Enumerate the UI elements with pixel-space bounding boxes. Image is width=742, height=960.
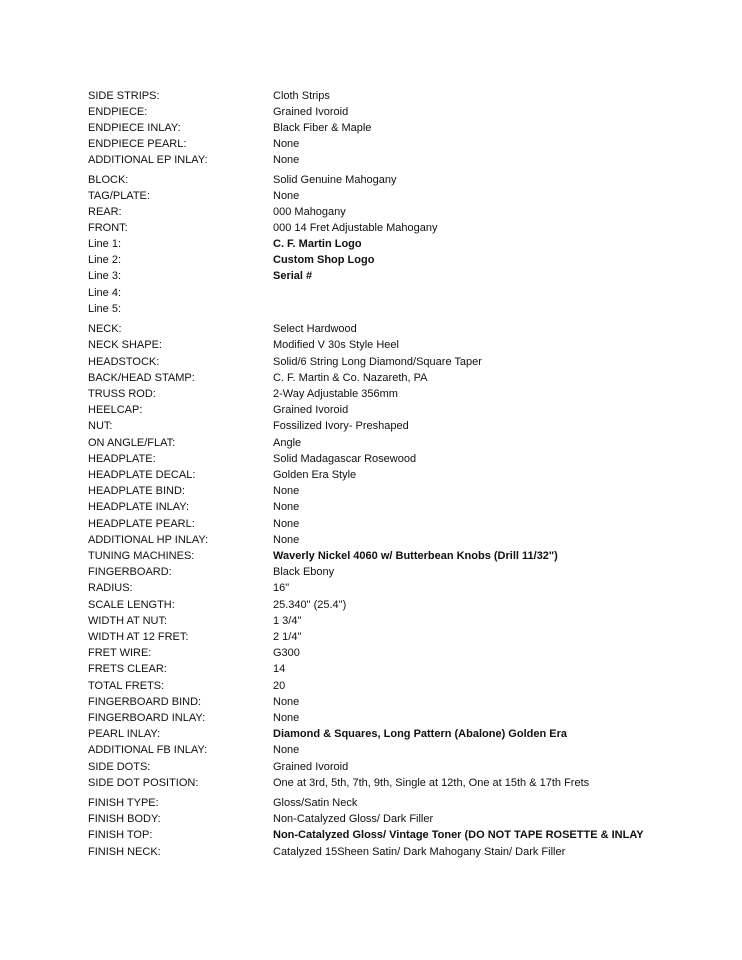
spec-row-rear — [0, 204, 742, 220]
spec-label: ADDITIONAL HP INLAY: — [88, 534, 209, 546]
spec-row-headplate — [0, 451, 742, 467]
spec-row-total-frets — [0, 678, 742, 694]
spec-row-block — [0, 172, 742, 188]
spec-value: 14 — [273, 663, 286, 675]
spec-label: NECK: — [88, 323, 122, 335]
spec-row-truss-rod — [0, 386, 742, 402]
spec-label: FINISH TOP: — [88, 829, 153, 841]
spec-row-line-5 — [0, 301, 742, 317]
spec-label: Line 1: — [88, 238, 122, 250]
spec-label: SIDE DOTS: — [88, 761, 151, 773]
spec-row-finish-body — [0, 811, 742, 827]
spec-row-on-angle-flat — [0, 435, 742, 451]
spec-label: Line 4: — [88, 287, 122, 299]
spec-row-width-at-12-fret — [0, 629, 742, 645]
spec-label: HEADPLATE BIND: — [88, 485, 185, 497]
spec-label: RADIUS: — [88, 582, 133, 594]
spec-value: Solid Genuine Mahogany — [273, 174, 397, 186]
spec-label: HEADPLATE DECAL: — [88, 469, 196, 481]
spec-row-additional-fb-inlay — [0, 742, 742, 758]
spec-label: HEADPLATE PEARL: — [88, 518, 195, 530]
spec-row-fingerboard — [0, 564, 742, 580]
spec-value: 20 — [273, 680, 286, 692]
spec-value: Custom Shop Logo — [273, 254, 375, 266]
spec-row-endpiece — [0, 104, 742, 120]
spec-value: C. F. Martin & Co. Nazareth, PA — [273, 372, 428, 384]
spec-label: Line 2: — [88, 254, 122, 266]
spec-row-side-dots — [0, 759, 742, 775]
spec-label: FINISH NECK: — [88, 846, 161, 858]
spec-value: Black Ebony — [273, 566, 335, 578]
spec-label: FINISH TYPE: — [88, 797, 159, 809]
spec-value: None — [273, 696, 300, 708]
spec-value: Grained Ivoroid — [273, 404, 349, 416]
spec-value: Waverly Nickel 4060 w/ Butterbean Knobs (Drill 11/32") — [273, 550, 558, 562]
spec-row-finish-top — [0, 827, 742, 843]
spec-row-line-1 — [0, 236, 742, 252]
spec-label: WIDTH AT NUT: — [88, 615, 168, 627]
spec-value: Golden Era Style — [273, 469, 357, 481]
spec-row-line-2 — [0, 252, 742, 268]
spec-value: 2-Way Adjustable 356mm — [273, 388, 398, 400]
spec-row-tag-plate — [0, 188, 742, 204]
spec-value: 25.340" (25.4") — [273, 599, 347, 611]
spec-value: Modified V 30s Style Heel — [273, 339, 399, 351]
spec-row-pearl-inlay — [0, 726, 742, 742]
spec-label: NUT: — [88, 420, 113, 432]
spec-row-side-strips — [0, 88, 742, 104]
spec-row-headplate-pearl — [0, 516, 742, 532]
spec-value: Black Fiber & Maple — [273, 122, 372, 134]
spec-value: Grained Ivoroid — [273, 106, 349, 118]
spec-value: Catalyzed 15Sheen Satin/ Dark Mahogany Stain/ Dark Filler — [273, 846, 566, 858]
spec-row-endpiece-pearl — [0, 136, 742, 152]
spec-row-neck — [0, 321, 742, 337]
spec-label: BLOCK: — [88, 174, 129, 186]
spec-value: 2 1/4" — [273, 631, 302, 643]
spec-label: TOTAL FRETS: — [88, 680, 165, 692]
spec-value: Angle — [273, 437, 302, 449]
spec-row-tuning-machines — [0, 548, 742, 564]
spec-row-headplate-decal — [0, 467, 742, 483]
spec-value: None — [273, 485, 300, 497]
spec-row-endpiece-inlay — [0, 120, 742, 136]
spec-label: REAR: — [88, 206, 122, 218]
spec-value: C. F. Martin Logo — [273, 238, 362, 250]
spec-label: Line 5: — [88, 303, 122, 315]
spec-value: Solid Madagascar Rosewood — [273, 453, 417, 465]
spec-row-line-4 — [0, 285, 742, 301]
spec-row-headstock — [0, 354, 742, 370]
spec-value: Non-Catalyzed Gloss/ Vintage Toner (DO NOT TAPE ROSETTE & INLAY — [273, 829, 644, 841]
spec-label: ADDITIONAL FB INLAY: — [88, 744, 208, 756]
spec-label: HEELCAP: — [88, 404, 143, 416]
spec-label: FRETS CLEAR: — [88, 663, 167, 675]
spec-row-nut — [0, 418, 742, 434]
spec-label: SCALE LENGTH: — [88, 599, 175, 611]
spec-label: HEADSTOCK: — [88, 356, 160, 368]
spec-value: G300 — [273, 647, 300, 659]
spec-row-fingerboard-bind — [0, 694, 742, 710]
spec-label: TRUSS ROD: — [88, 388, 156, 400]
spec-value: None — [273, 138, 300, 150]
spec-value: 000 14 Fret Adjustable Mahogany — [273, 222, 438, 234]
spec-value: 16" — [273, 582, 290, 594]
spec-value: Fossilized Ivory- Preshaped — [273, 420, 409, 432]
spec-label: FRONT: — [88, 222, 128, 234]
spec-label: FINGERBOARD: — [88, 566, 172, 578]
spec-row-finish-type — [0, 795, 742, 811]
spec-label: HEADPLATE: — [88, 453, 156, 465]
spec-value: None — [273, 744, 300, 756]
spec-label: ON ANGLE/FLAT: — [88, 437, 176, 449]
spec-value: Diamond & Squares, Long Pattern (Abalone) Golden Era — [273, 728, 567, 740]
spec-label: WIDTH AT 12 FRET: — [88, 631, 189, 643]
spec-label: TAG/PLATE: — [88, 190, 150, 202]
spec-row-additional-ep-inlay — [0, 152, 742, 168]
spec-label: ENDPIECE INLAY: — [88, 122, 181, 134]
spec-row-finish-neck — [0, 844, 742, 860]
spec-label: FINGERBOARD BIND: — [88, 696, 202, 708]
spec-value: One at 3rd, 5th, 7th, 9th, Single at 12th, One at 15th & 17th Frets — [273, 777, 590, 789]
spec-label: Line 3: — [88, 270, 122, 282]
spec-value: Serial # — [273, 270, 313, 282]
spec-row-line-3 — [0, 268, 742, 284]
spec-value: Solid/6 String Long Diamond/Square Taper — [273, 356, 482, 368]
spec-label: HEADPLATE INLAY: — [88, 501, 190, 513]
spec-label: BACK/HEAD STAMP: — [88, 372, 195, 384]
spec-row-front — [0, 220, 742, 236]
spec-row-radius — [0, 580, 742, 596]
spec-label: PEARL INLAY: — [88, 728, 161, 740]
spec-value: Non-Catalyzed Gloss/ Dark Filler — [273, 813, 434, 825]
spec-label: SIDE DOT POSITION: — [88, 777, 199, 789]
spec-label: FINGERBOARD INLAY: — [88, 712, 206, 724]
spec-row-neck-shape — [0, 337, 742, 353]
spec-row-heelcap — [0, 402, 742, 418]
spec-value: None — [273, 501, 300, 513]
spec-label: ENDPIECE: — [88, 106, 148, 118]
spec-row-headplate-bind — [0, 483, 742, 499]
spec-row-fret-wire — [0, 645, 742, 661]
spec-value: None — [273, 712, 300, 724]
spec-value: None — [273, 518, 300, 530]
spec-value: Cloth Strips — [273, 90, 330, 102]
spec-value: None — [273, 534, 300, 546]
spec-row-scale-length — [0, 597, 742, 613]
spec-label: ENDPIECE PEARL: — [88, 138, 187, 150]
spec-row-back-head-stamp — [0, 370, 742, 386]
spec-row-fingerboard-inlay — [0, 710, 742, 726]
spec-label: FRET WIRE: — [88, 647, 152, 659]
spec-value: None — [273, 190, 300, 202]
spec-row-width-at-nut — [0, 613, 742, 629]
spec-row-side-dot-position — [0, 775, 742, 791]
spec-row-frets-clear — [0, 661, 742, 677]
spec-label: FINISH BODY: — [88, 813, 161, 825]
spec-row-additional-hp-inlay — [0, 532, 742, 548]
spec-label: TUNING MACHINES: — [88, 550, 195, 562]
spec-value: Gloss/Satin Neck — [273, 797, 358, 809]
spec-label: ADDITIONAL EP INLAY: — [88, 154, 208, 166]
spec-label: SIDE STRIPS: — [88, 90, 160, 102]
spec-row-headplate-inlay — [0, 499, 742, 515]
spec-value: 1 3/4" — [273, 615, 302, 627]
spec-value: None — [273, 154, 300, 166]
spec-value: Grained Ivoroid — [273, 761, 349, 773]
spec-value: 000 Mahogany — [273, 206, 346, 218]
spec-label: NECK SHAPE: — [88, 339, 162, 351]
spec-value: Select Hardwood — [273, 323, 357, 335]
